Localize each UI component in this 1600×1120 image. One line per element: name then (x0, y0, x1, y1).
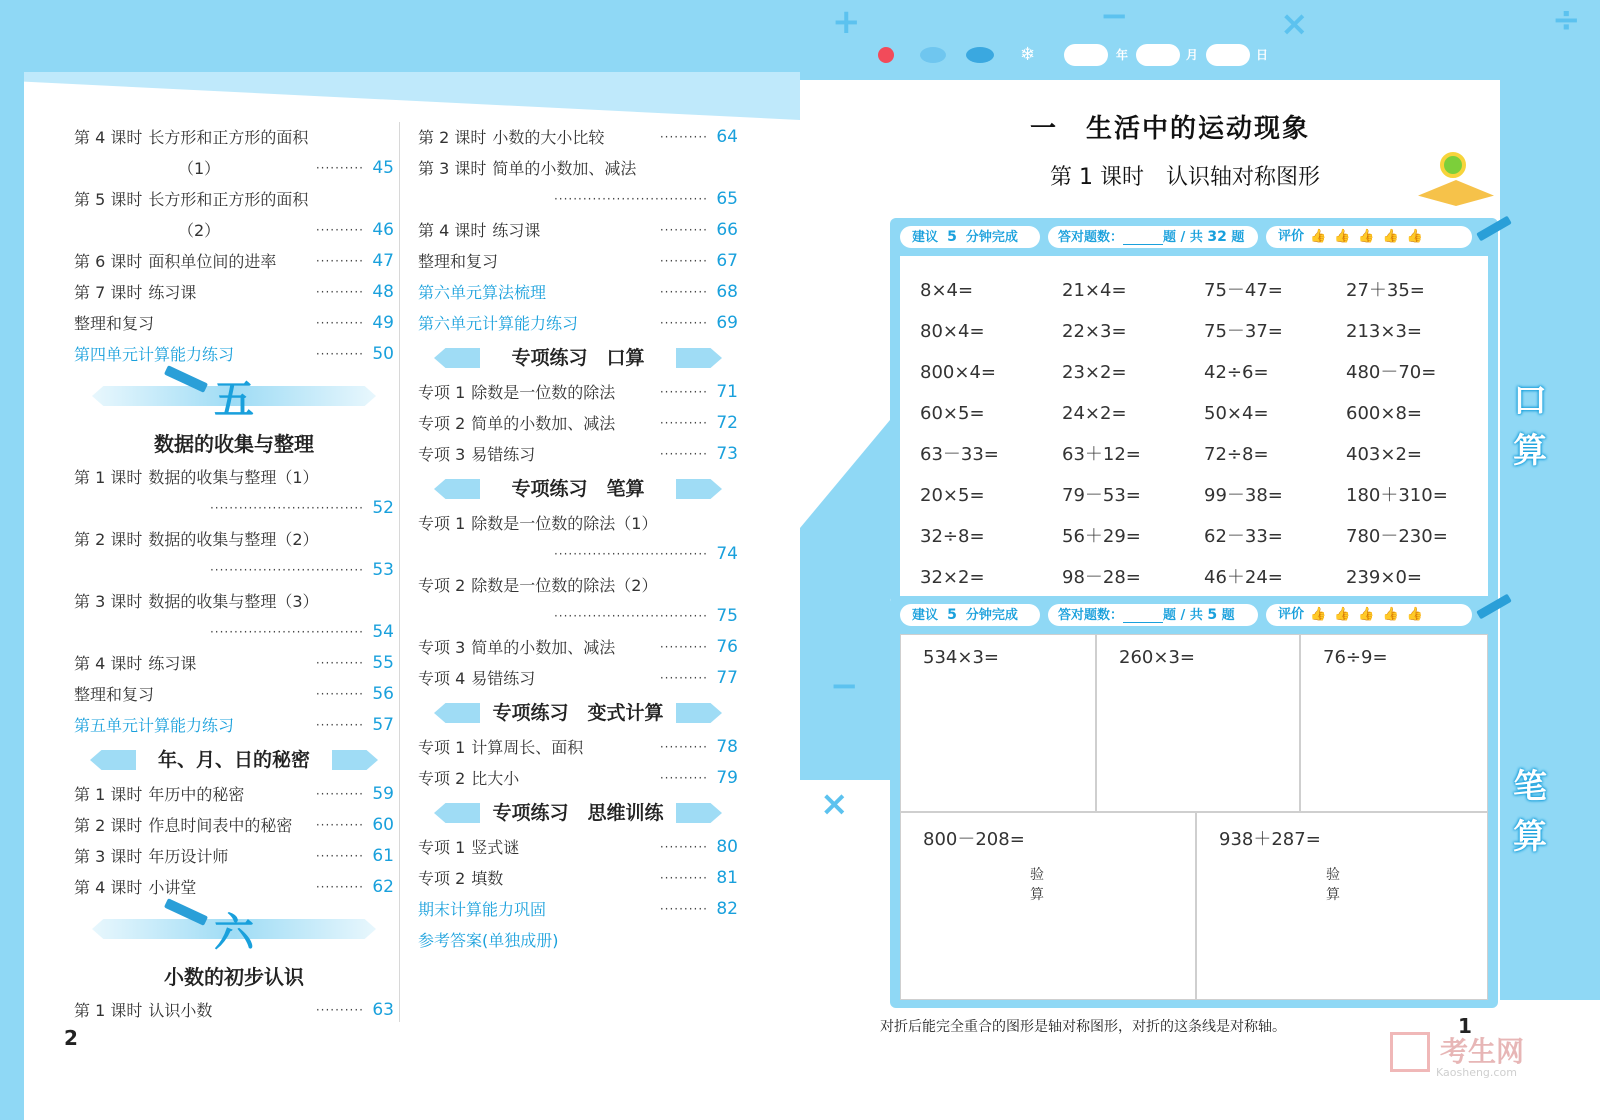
oral-score-blank[interactable] (1123, 231, 1163, 245)
written-problem: 534×3= (923, 647, 999, 668)
toc-entry-title: 整理和复习 (418, 252, 499, 271)
toc-leader-dots: ································ (553, 547, 708, 561)
toc-leader-dots: ·········· (315, 223, 364, 237)
rainy-icon (966, 47, 994, 63)
section-oral-title: 专项练习 口算 (511, 347, 645, 369)
toc-entry-label: 专项 3 (418, 445, 466, 464)
written-cell[interactable] (1196, 812, 1488, 1000)
section-calendar-banner (74, 743, 394, 777)
toc-page-number: 67 (716, 251, 738, 271)
toc-entry-title: 认识小数 (148, 1001, 213, 1020)
toc-leader-dots: ·········· (315, 656, 364, 670)
toc-entry-title: 参考答案(单独成册) (418, 931, 559, 950)
toc-page-number: 47 (372, 251, 394, 271)
toc-page-number: 61 (372, 846, 394, 866)
toc-entry[interactable] (74, 277, 394, 308)
toc-leader-dots: ································ (209, 625, 364, 639)
toc-entry-label: 专项 2 (418, 414, 466, 433)
minus-icon: − (830, 666, 859, 706)
toc-page-number: 65 (716, 189, 738, 209)
toc-entry-title: 第六单元计算能力练习 (418, 314, 579, 333)
oral-problem[interactable]: 80×4= (920, 321, 985, 342)
toc-entry[interactable] (74, 841, 394, 872)
toc-entry-title: 除数是一位数的除法（2） (471, 576, 658, 595)
times-icon: × (1280, 4, 1309, 44)
toc-leader-dots: ·········· (315, 818, 364, 832)
toc-entry-label: 第 2 课时 (74, 816, 143, 835)
toc-page-number: 73 (716, 444, 738, 464)
right-top-band (800, 0, 1600, 80)
toc-entry-label: 第 7 课时 (74, 283, 143, 302)
toc-page-number: 76 (716, 637, 738, 657)
toc-entry-title: 面积单位间的进率 (148, 252, 277, 271)
toc-leader-dots: ·········· (315, 285, 364, 299)
toc-page-number: 81 (716, 868, 738, 888)
toc-leader-dots: ·········· (315, 1003, 364, 1017)
toc-leader-dots: ·········· (315, 347, 364, 361)
toc-leader-dots: ·········· (659, 447, 708, 461)
toc-entry-title: 计算周长、面积 (471, 738, 584, 757)
toc-leader-dots: ·········· (315, 687, 364, 701)
toc-entry[interactable] (418, 215, 738, 246)
divide-icon: ÷ (1552, 0, 1581, 40)
unit-5-banner (74, 370, 394, 426)
date-year-label: 年 (1116, 48, 1129, 62)
section-written-banner (418, 472, 738, 506)
date-month-label: 月 (1186, 48, 1199, 62)
oral-score-badge: 答对题数： 题 / 共 32 题 (1048, 226, 1258, 248)
section-variant-title: 专项练习 变式计算 (492, 702, 664, 724)
toc-entry[interactable] (74, 872, 394, 903)
toc-leader-dots: ·········· (315, 880, 364, 894)
toc-entry[interactable] (418, 508, 738, 539)
toc-entry-title: （2） (178, 221, 221, 240)
toc-page-number: 56 (372, 684, 394, 704)
minus-icon: − (1100, 0, 1129, 36)
unit-6-banner (74, 903, 394, 959)
toc-page-number: 48 (372, 282, 394, 302)
oral-problem[interactable]: 56＋29= (1062, 526, 1141, 547)
oral-suggest-badge: 建议 5 分钟完成 (900, 226, 1040, 248)
oral-problem[interactable]: 99－38= (1204, 485, 1283, 506)
toc-entry[interactable] (74, 184, 394, 215)
toc-page-number: 63 (372, 1000, 394, 1020)
written-side-label: 笔 算 (1513, 767, 1547, 857)
written-cell[interactable] (1096, 634, 1300, 812)
toc-entry-label: 第 1 课时 (74, 468, 143, 487)
toc-leader-dots: ·········· (659, 671, 708, 685)
toc-entry-label: 专项 3 (418, 638, 466, 657)
oral-problem-grid (920, 270, 1490, 598)
toc-page-number: 59 (372, 784, 394, 804)
verify-label: 验 算 (1030, 867, 1044, 903)
toc-page-number: 52 (372, 498, 394, 518)
oral-rating-badge: 评价 👍👍👍👍👍 (1266, 226, 1472, 248)
toc-entry-title: 第六单元算法梳理 (418, 283, 547, 302)
cloudy-icon (920, 47, 946, 63)
oral-calculation-panel (890, 218, 1498, 604)
toc-entry[interactable] (418, 122, 738, 153)
left-page-number: 2 (64, 1026, 78, 1050)
toc-entry-title: 除数是一位数的除法 (471, 383, 616, 402)
toc-entry[interactable] (418, 601, 738, 632)
right-side-band (1500, 80, 1600, 1000)
unit-6-title: 小数的初步认识 (164, 965, 304, 989)
toc-leader-dots: ·········· (659, 640, 708, 654)
date-year-field[interactable] (1064, 44, 1108, 66)
oral-problem[interactable]: 600×8= (1346, 403, 1422, 424)
toc-entry-label: 第 4 课时 (418, 221, 487, 240)
toc-entry[interactable] (74, 215, 394, 246)
oral-problem[interactable]: 42÷6= (1204, 362, 1269, 383)
toc-entry[interactable] (418, 439, 738, 470)
toc-entry[interactable] (418, 539, 738, 570)
toc-entry[interactable] (74, 246, 394, 277)
toc-page-number: 53 (372, 560, 394, 580)
toc-page-number: 49 (372, 313, 394, 333)
toc-entry-label: 第 2 课时 (418, 128, 487, 147)
oral-problem-area (900, 256, 1488, 596)
oral-problem[interactable]: 63＋12= (1062, 444, 1141, 465)
toc-entry-title: 除数是一位数的除法（1） (471, 514, 658, 533)
section-variant-banner (418, 696, 738, 730)
toc-entry-title: 小讲堂 (148, 878, 197, 897)
written-cell[interactable] (1300, 634, 1488, 812)
toc-leader-dots: ·········· (659, 285, 708, 299)
oral-problem[interactable]: 239×0= (1346, 567, 1422, 588)
written-score-blank[interactable] (1123, 609, 1163, 623)
toc-entry[interactable] (418, 663, 738, 694)
toc-entry-title: 整理和复习 (74, 685, 155, 704)
column-divider (399, 122, 400, 1022)
oral-problem[interactable]: 8×4= (920, 280, 974, 301)
toc-entry-label: 第 2 课时 (74, 530, 143, 549)
toc-leader-dots: ·········· (315, 161, 364, 175)
toc-entry-label: 第 4 课时 (74, 654, 143, 673)
toc-entry[interactable] (418, 377, 738, 408)
toc-page-number: 60 (372, 815, 394, 835)
thumbs-up-icon[interactable]: 👍👍👍👍👍 (1310, 229, 1431, 244)
toc-entry[interactable] (74, 122, 394, 153)
oral-problem[interactable]: 403×2= (1346, 444, 1422, 465)
toc-entry-title: 练习课 (492, 221, 541, 240)
toc-leader-dots: ·········· (659, 316, 708, 330)
toc-entry[interactable] (418, 570, 738, 601)
oral-problem[interactable]: 213×3= (1346, 321, 1422, 342)
toc-entry-label: 第 1 课时 (74, 785, 143, 804)
watermark-sub: Kaosheng.com (1436, 1066, 1517, 1079)
oral-problem[interactable]: 22×3= (1062, 321, 1127, 342)
oral-problem[interactable]: 21×4= (1062, 280, 1127, 301)
toc-page-number: 69 (716, 313, 738, 333)
toc-leader-dots: ·········· (315, 849, 364, 863)
toc-page-number: 74 (716, 544, 738, 564)
toc-entry-label: 专项 1 (418, 838, 466, 857)
written-cell[interactable] (900, 634, 1096, 812)
toc-page-number: 46 (372, 220, 394, 240)
toc-entry[interactable] (74, 153, 394, 184)
toc-entry[interactable] (74, 462, 394, 493)
oral-problem[interactable]: 79－53= (1062, 485, 1141, 506)
toc-column-2 (418, 122, 738, 956)
toc-page-number: 62 (372, 877, 394, 897)
toc-entry-title: 数据的收集与整理（1） (148, 468, 319, 487)
toc-leader-dots: ·········· (659, 871, 708, 885)
footer-note: 对折后能完全重合的图形是轴对称图形，对折的这条线是对称轴。 (880, 1019, 1286, 1035)
chapter-title: 一 生活中的运动现象 (1030, 114, 1311, 144)
toc-entry-title: 长方形和正方形的面积 (148, 128, 309, 147)
toc-entry[interactable] (74, 555, 394, 586)
written-cell[interactable] (900, 812, 1196, 1000)
toc-entry-title: 长方形和正方形的面积 (148, 190, 309, 209)
right-page (800, 0, 1600, 1120)
toc-entry-title: 小数的大小比较 (492, 128, 605, 147)
toc-entry[interactable] (74, 493, 394, 524)
oral-problem[interactable]: 32×2= (920, 567, 985, 588)
toc-entry[interactable] (74, 810, 394, 841)
oral-side-label: 口 算 (1513, 381, 1547, 471)
toc-leader-dots: ·········· (315, 787, 364, 801)
toc-entry[interactable] (74, 524, 394, 555)
sunny-icon (878, 47, 894, 63)
toc-leader-dots: ·········· (315, 254, 364, 268)
oral-problem[interactable]: 780－230= (1346, 526, 1448, 547)
right-page-number: 1 (1458, 1014, 1472, 1038)
toc-page-number: 78 (716, 737, 738, 757)
oral-problem[interactable]: 480－70= (1346, 362, 1437, 383)
toc-entry-title: 年历中的秘密 (148, 785, 245, 804)
toc-entry-title: 数据的收集与整理（2） (148, 530, 319, 549)
toc-entry[interactable] (74, 617, 394, 648)
times-icon: × (820, 784, 849, 824)
oral-problem[interactable]: 180＋310= (1346, 485, 1448, 506)
toc-leader-dots: ·········· (315, 316, 364, 330)
toc-entry-label: 专项 2 (418, 769, 466, 788)
toc-entry[interactable] (418, 732, 738, 763)
toc-page-number: 72 (716, 413, 738, 433)
toc-entry[interactable] (418, 632, 738, 663)
toc-page-number: 55 (372, 653, 394, 673)
toc-entry[interactable] (418, 308, 738, 339)
toc-entry-label: 专项 2 (418, 869, 466, 888)
toc-leader-dots: ·········· (659, 416, 708, 430)
toc-entry-title: 比大小 (471, 769, 520, 788)
toc-page-number: 77 (716, 668, 738, 688)
toc-entry[interactable] (418, 763, 738, 794)
watermark: 考生网 (1440, 1035, 1525, 1068)
toc-page-number: 68 (716, 282, 738, 302)
toc-leader-dots: ·········· (659, 771, 708, 785)
toc-entry-title: （1） (178, 159, 221, 178)
toc-entry[interactable] (418, 408, 738, 439)
toc-entry-label: 第 5 课时 (74, 190, 143, 209)
oral-problem[interactable]: 24×2= (1062, 403, 1127, 424)
unit-5-number: 五 (214, 376, 254, 423)
written-rating-badge: 评价 👍👍👍👍👍 (1266, 604, 1472, 626)
toc-entry-title: 简单的小数加、减法 (471, 638, 616, 657)
oral-problem[interactable]: 62－33= (1204, 526, 1283, 547)
oral-problem[interactable]: 23×2= (1062, 362, 1127, 383)
toc-entry-title: 第五单元计算能力练习 (74, 716, 235, 735)
oral-problem[interactable]: 46＋24= (1204, 567, 1283, 588)
toc-entry-label: 专项 4 (418, 669, 466, 688)
oral-problem[interactable]: 75－37= (1204, 321, 1283, 342)
toc-leader-dots: ································ (553, 609, 708, 623)
toc-entry-title: 简单的小数加、减法 (471, 414, 616, 433)
flower-icon (1440, 152, 1466, 178)
toc-entry[interactable] (418, 184, 738, 215)
toc-page-number: 45 (372, 158, 394, 178)
toc-leader-dots: ·········· (659, 840, 708, 854)
thumbs-up-icon[interactable]: 👍👍👍👍👍 (1310, 607, 1431, 622)
toc-page-number: 75 (716, 606, 738, 626)
watermark-logo-icon (1390, 1032, 1430, 1072)
toc-leader-dots: ································ (209, 501, 364, 515)
toc-leader-dots: ································ (553, 192, 708, 206)
toc-page-number: 54 (372, 622, 394, 642)
toc-entry-label: 第 4 课时 (74, 128, 143, 147)
date-day-field[interactable] (1206, 44, 1250, 66)
section-oral-banner (418, 341, 738, 375)
plus-icon: + (832, 2, 861, 42)
lesson-title: 第 1 课时 认识轴对称图形 (1050, 165, 1320, 190)
oral-problem[interactable]: 98－28= (1062, 567, 1141, 588)
toc-entry-label: 第 3 课时 (74, 847, 143, 866)
toc-entry-title: 练习课 (148, 283, 197, 302)
toc-entry[interactable] (74, 995, 394, 1026)
toc-entry[interactable] (74, 679, 394, 710)
written-calculation-panel (890, 596, 1498, 1008)
toc-entry-label: 第 6 课时 (74, 252, 143, 271)
toc-entry[interactable] (74, 710, 394, 741)
toc-entry-title: 整理和复习 (74, 314, 155, 333)
toc-entry[interactable] (74, 308, 394, 339)
section-calendar-title: 年、月、日的秘密 (157, 749, 310, 771)
toc-entry-label: 专项 1 (418, 738, 466, 757)
toc-page-number: 82 (716, 899, 738, 919)
toc-page-number: 80 (716, 837, 738, 857)
oral-problem[interactable]: 800×4= (920, 362, 996, 383)
toc-entry-label: 专项 1 (418, 383, 466, 402)
toc-entry[interactable] (74, 779, 394, 810)
toc-page-number: 71 (716, 382, 738, 402)
toc-leader-dots: ································ (209, 563, 364, 577)
oral-problem[interactable]: 63－33= (920, 444, 999, 465)
written-problem: 938＋287= (1219, 829, 1321, 850)
toc-entry[interactable] (418, 925, 738, 956)
written-suggest-badge: 建议 5 分钟完成 (900, 604, 1040, 626)
toc-entry-title: 易错练习 (471, 669, 536, 688)
verify-label: 验 算 (1326, 867, 1340, 903)
toc-entry-title: 易错练习 (471, 445, 536, 464)
toc-entry-title: 第四单元计算能力练习 (74, 345, 235, 364)
toc-entry-title: 数据的收集与整理（3） (148, 592, 319, 611)
section-written-title: 专项练习 笔算 (511, 478, 645, 500)
toc-leader-dots: ·········· (659, 385, 708, 399)
toc-leader-dots: ·········· (315, 718, 364, 732)
toc-entry[interactable] (418, 863, 738, 894)
toc-page-number: 50 (372, 344, 394, 364)
toc-entry-title: 练习课 (148, 654, 197, 673)
section-thinking-banner (418, 796, 738, 830)
toc-leader-dots: ·········· (659, 223, 708, 237)
toc-entry-title: 简单的小数加、减法 (492, 159, 637, 178)
written-problem: 76÷9= (1323, 647, 1388, 668)
date-month-field[interactable] (1136, 44, 1180, 66)
toc-entry[interactable] (418, 246, 738, 277)
date-day-label: 日 (1256, 48, 1269, 62)
toc-entry[interactable] (418, 832, 738, 863)
oral-problem[interactable]: 27＋35= (1346, 280, 1425, 301)
oral-problem[interactable]: 20×5= (920, 485, 985, 506)
oral-problem[interactable]: 60×5= (920, 403, 985, 424)
toc-entry-label: 专项 1 (418, 514, 466, 533)
toc-entry[interactable] (418, 277, 738, 308)
toc-entry-title: 作息时间表中的秘密 (148, 816, 293, 835)
oral-problem[interactable]: 32÷8= (920, 526, 985, 547)
toc-page-number: 57 (372, 715, 394, 735)
written-problem: 260×3= (1119, 647, 1195, 668)
written-problem-area (900, 634, 1488, 1000)
toc-entry-label: 第 4 课时 (74, 878, 143, 897)
toc-entry[interactable] (418, 894, 738, 925)
toc-page-number: 66 (716, 220, 738, 240)
unit-5-title: 数据的收集与整理 (154, 432, 314, 456)
toc-page-number: 64 (716, 127, 738, 147)
toc-entry[interactable] (418, 153, 738, 184)
toc-leader-dots: ·········· (659, 902, 708, 916)
toc-entry-title: 期末计算能力巩固 (418, 900, 547, 919)
oral-problem[interactable]: 50×4= (1204, 403, 1269, 424)
toc-page-number: 79 (716, 768, 738, 788)
toc-leader-dots: ·········· (659, 254, 708, 268)
toc-entry-title: 年历设计师 (148, 847, 229, 866)
written-problem: 800－208= (923, 829, 1025, 850)
unit-6-number: 六 (214, 909, 254, 956)
toc-entry-title: 竖式谜 (471, 838, 520, 857)
toc-leader-dots: ·········· (659, 130, 708, 144)
toc-leader-dots: ·········· (659, 740, 708, 754)
toc-entry-label: 第 3 课时 (418, 159, 487, 178)
written-score-badge: 答对题数： 题 / 共 5 题 (1048, 604, 1258, 626)
toc-column-1 (74, 122, 394, 1026)
oral-problem[interactable]: 75－47= (1204, 280, 1283, 301)
toc-entry[interactable] (74, 586, 394, 617)
snow-icon: ❄ (1020, 44, 1036, 65)
toc-entry-label: 第 1 课时 (74, 1001, 143, 1020)
toc-entry[interactable] (74, 648, 394, 679)
toc-entry-label: 第 3 课时 (74, 592, 143, 611)
toc-entry-title: 填数 (471, 869, 504, 888)
section-thinking-title: 专项练习 思维训练 (492, 802, 664, 824)
oral-problem[interactable]: 72÷8= (1204, 444, 1269, 465)
toc-entry[interactable] (74, 339, 394, 370)
toc-entry-label: 专项 2 (418, 576, 466, 595)
